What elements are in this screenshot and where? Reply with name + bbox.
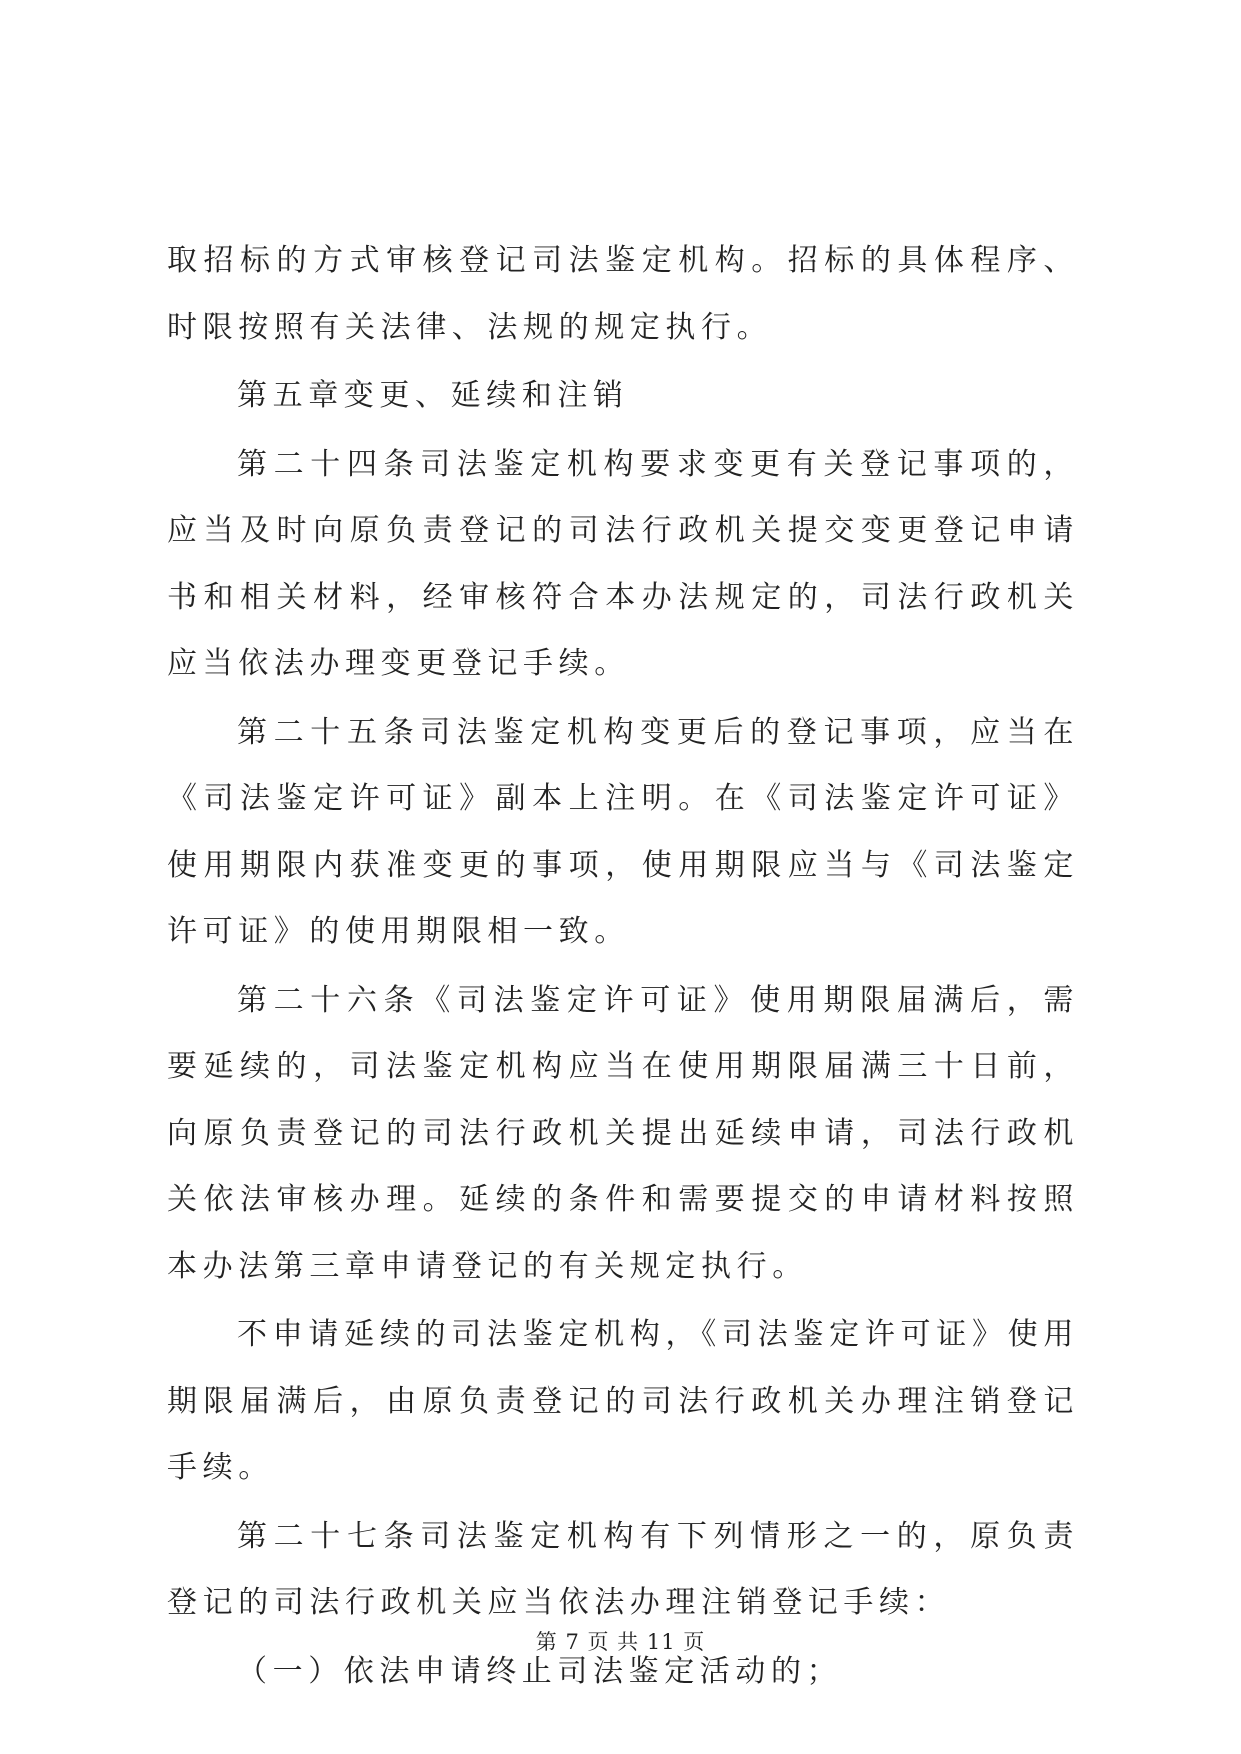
article-26-supplement: 不申请延续的司法鉴定机构，《司法鉴定许可证》使用期限届满后，由原负责登记的司法行政机关办理注销登记手续。 [167, 1317, 1079, 1485]
chapter-heading: 第五章变更、延续和注销 [237, 378, 629, 413]
document-body [167, 228, 1079, 1707]
article-26: 第二十六条《司法鉴定许可证》使用期限届满后，需要延续的，司法鉴定机构应当在使用期限届满三十日前，向原负责登记的司法行政机关提出延续申请，司法行政机关依法审核办理。延续的条件和需要提交的申请材料按照本办法第三章申请登记的有关规定执行。 [167, 982, 1079, 1284]
article-27: 第二十七条司法鉴定机构有下列情形之一的，原负责登记的司法行政机关应当依法办理注销登记手续： [167, 1518, 1079, 1620]
page-footer: 第 7 页 共 11 页 [535, 1630, 706, 1654]
paragraph-continuation: 取招标的方式审核登记司法鉴定机构。招标的具体程序、时限按照有关法律、法规的规定执行。 [167, 243, 1079, 345]
article-24: 第二十四条司法鉴定机构要求变更有关登记事项的，应当及时向原负责登记的司法行政机关提交变更登记申请书和相关材料，经审核符合本办法规定的，司法行政机关应当依法办理变更登记手续。 [167, 446, 1079, 681]
article-25: 第二十五条司法鉴定机构变更后的登记事项，应当在《司法鉴定许可证》副本上注明。在《司法鉴定许可证》使用期限内获准变更的事项，使用期限应当与《司法鉴定许可证》的使用期限相一致。 [167, 714, 1079, 949]
article-27-item-1: （一）依法申请终止司法鉴定活动的； [237, 1653, 843, 1689]
